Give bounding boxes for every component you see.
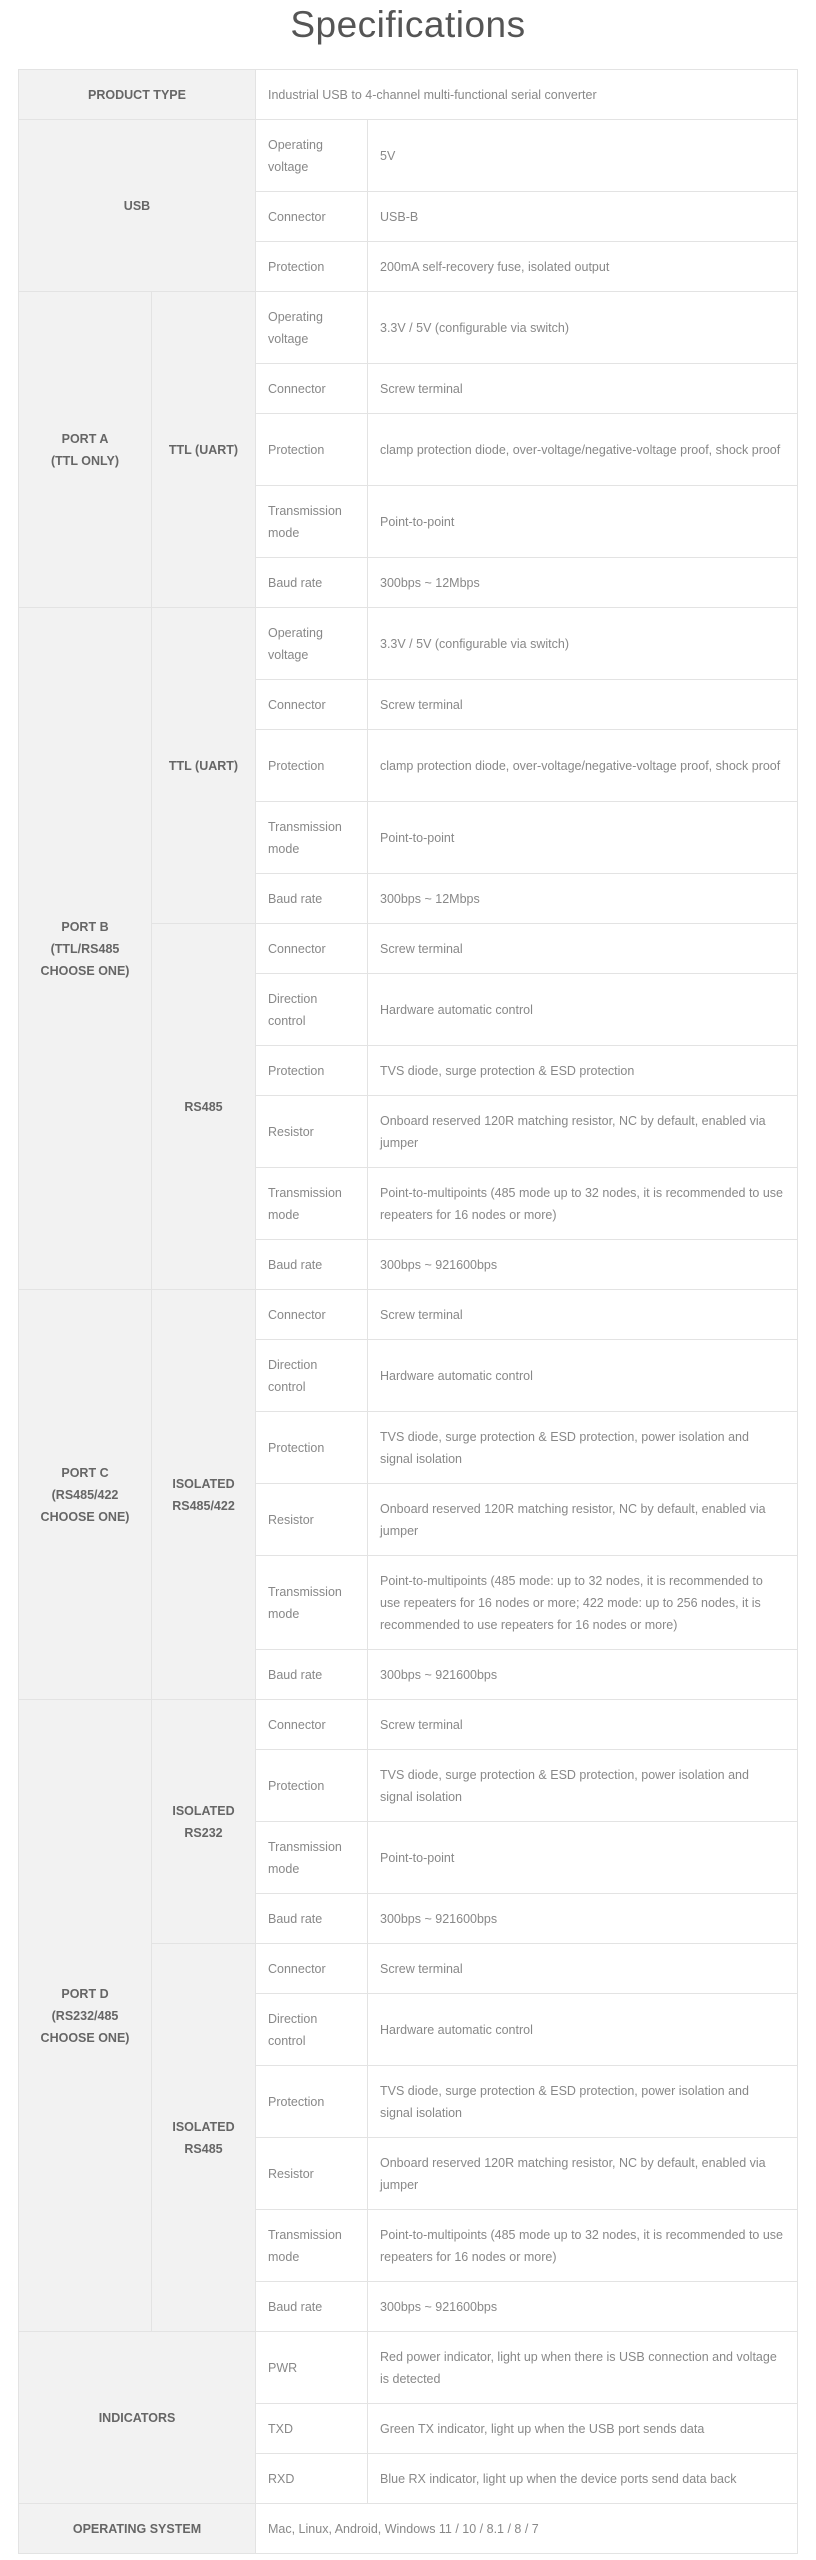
spec-value: Green TX indicator, light up when the USB port sends data <box>368 2404 798 2454</box>
spec-value: Point-to-point <box>368 802 798 874</box>
spec-key: Operating voltage <box>256 120 368 192</box>
group-label: PRODUCT TYPE <box>19 70 256 120</box>
subgroup-label-line: RS232 <box>184 1825 223 1840</box>
spec-value: TVS diode, surge protection & ESD protection, power isolation and signal isolation <box>368 2066 798 2138</box>
spec-key: Transmission mode <box>256 486 368 558</box>
spec-value: TVS diode, surge protection & ESD protection, power isolation and signal isolation <box>368 1750 798 1822</box>
spec-key: Operating voltage <box>256 608 368 680</box>
spec-key: Direction control <box>256 974 368 1046</box>
specifications-table <box>18 69 798 2554</box>
subgroup-label <box>152 1944 256 2332</box>
subgroup-label: TTL (UART) <box>152 608 256 924</box>
spec-value: 3.3V / 5V (configurable via switch) <box>368 292 798 364</box>
spec-value: Hardware automatic control <box>368 1994 798 2066</box>
subgroup-label-line: ISOLATED <box>172 2119 235 2134</box>
spec-key: Baud rate <box>256 2282 368 2332</box>
subgroup-label-line: RS485/422 <box>172 1498 235 1513</box>
spec-key: Transmission mode <box>256 1556 368 1650</box>
spec-value: clamp protection diode, over-voltage/negative-voltage proof, shock proof <box>368 730 798 802</box>
spec-value: Screw terminal <box>368 680 798 730</box>
group-label-line: (RS485/422 <box>51 1487 119 1502</box>
spec-value: clamp protection diode, over-voltage/negative-voltage proof, shock proof <box>368 414 798 486</box>
page-title: Specifications <box>290 4 526 45</box>
table-row <box>19 1290 798 1340</box>
spec-value: 300bps ~ 921600bps <box>368 1650 798 1700</box>
spec-key: Protection <box>256 414 368 486</box>
subgroup-label: TTL (UART) <box>152 292 256 608</box>
spec-value: Blue RX indicator, light up when the device ports send data back <box>368 2454 798 2504</box>
table-row <box>19 1700 798 1750</box>
spec-value: Red power indicator, light up when there is USB connection and voltage is detected <box>368 2332 798 2404</box>
spec-value: Point-to-multipoints (485 mode up to 32 nodes, it is recommended to use repeaters for 16 nodes or more) <box>368 2210 798 2282</box>
spec-value: TVS diode, surge protection & ESD protection, power isolation and signal isolation <box>368 1412 798 1484</box>
spec-key: Protection <box>256 1750 368 1822</box>
spec-key: Protection <box>256 2066 368 2138</box>
group-label <box>19 1700 152 2332</box>
spec-value: Screw terminal <box>368 1944 798 1994</box>
group-label-line: PORT D <box>61 1986 109 2001</box>
subgroup-label: RS485 <box>152 924 256 1290</box>
spec-key: Resistor <box>256 2138 368 2210</box>
spec-value: Onboard reserved 120R matching resistor, NC by default, enabled via jumper <box>368 1096 798 1168</box>
group-label-line: PORT C <box>61 1465 109 1480</box>
spec-key: Connector <box>256 1700 368 1750</box>
spec-value: Point-to-multipoints (485 mode up to 32 nodes, it is recommended to use repeaters for 16 nodes or more) <box>368 1168 798 1240</box>
group-label: USB <box>19 120 256 292</box>
spec-key: Connector <box>256 1944 368 1994</box>
spec-value: Industrial USB to 4-channel multi-functional serial converter <box>256 70 798 120</box>
spec-value: 5V <box>368 120 798 192</box>
group-label <box>19 1290 152 1700</box>
spec-value: 300bps ~ 921600bps <box>368 1240 798 1290</box>
table-row <box>19 120 798 192</box>
spec-key: Transmission mode <box>256 1168 368 1240</box>
spec-value: Screw terminal <box>368 924 798 974</box>
spec-value: 300bps ~ 921600bps <box>368 1894 798 1944</box>
group-label-line: PORT B <box>61 919 109 934</box>
spec-key: Connector <box>256 364 368 414</box>
spec-key: Protection <box>256 730 368 802</box>
spec-value: Hardware automatic control <box>368 974 798 1046</box>
spec-value: Point-to-point <box>368 486 798 558</box>
subgroup-label-line: RS485 <box>184 2141 223 2156</box>
spec-key: Resistor <box>256 1096 368 1168</box>
spec-value: 3.3V / 5V (configurable via switch) <box>368 608 798 680</box>
spec-key: Baud rate <box>256 1240 368 1290</box>
group-label: OPERATING SYSTEM <box>19 2504 256 2554</box>
group-label <box>19 608 152 1290</box>
group-label-line: CHOOSE ONE) <box>40 1509 130 1524</box>
page-header <box>0 0 816 48</box>
spec-key: Resistor <box>256 1484 368 1556</box>
spec-key: Protection <box>256 242 368 292</box>
spec-key: Connector <box>256 680 368 730</box>
spec-key: Transmission mode <box>256 802 368 874</box>
spec-key: Transmission mode <box>256 1822 368 1894</box>
group-label-line: (RS232/485 <box>51 2008 119 2023</box>
table-row <box>19 70 798 120</box>
group-label-line: (TTL ONLY) <box>50 453 120 468</box>
spec-value: Onboard reserved 120R matching resistor, NC by default, enabled via jumper <box>368 1484 798 1556</box>
spec-key: Connector <box>256 924 368 974</box>
spec-key: Direction control <box>256 1994 368 2066</box>
spec-value: 200mA self-recovery fuse, isolated output <box>368 242 798 292</box>
spec-value: USB-B <box>368 192 798 242</box>
spec-value: Point-to-point <box>368 1822 798 1894</box>
table-row <box>19 608 798 680</box>
spec-key: Baud rate <box>256 1650 368 1700</box>
group-label-line: CHOOSE ONE) <box>40 963 130 978</box>
spec-value: TVS diode, surge protection & ESD protection <box>368 1046 798 1096</box>
table-row <box>19 292 798 364</box>
spec-key: Protection <box>256 1046 368 1096</box>
table-row <box>19 2504 798 2554</box>
spec-key: Protection <box>256 1412 368 1484</box>
spec-key: Direction control <box>256 1340 368 1412</box>
spec-key: Baud rate <box>256 1894 368 1944</box>
spec-key: Transmission mode <box>256 2210 368 2282</box>
group-label-line: PORT A <box>61 431 109 446</box>
spec-key: PWR <box>256 2332 368 2404</box>
subgroup-label-line: ISOLATED <box>172 1476 235 1491</box>
group-label-line: (TTL/RS485 <box>50 941 120 956</box>
subgroup-label <box>152 1700 256 1944</box>
spec-value: Screw terminal <box>368 364 798 414</box>
spec-key: Operating voltage <box>256 292 368 364</box>
spec-key: Connector <box>256 1290 368 1340</box>
spec-value: Onboard reserved 120R matching resistor, NC by default, enabled via jumper <box>368 2138 798 2210</box>
spec-value: 300bps ~ 12Mbps <box>368 558 798 608</box>
spec-key: Baud rate <box>256 874 368 924</box>
spec-value: Screw terminal <box>368 1700 798 1750</box>
spec-key: TXD <box>256 2404 368 2454</box>
spec-value: Hardware automatic control <box>368 1340 798 1412</box>
spec-key: Connector <box>256 192 368 242</box>
spec-value: Mac, Linux, Android, Windows 11 / 10 / 8.1 / 8 / 7 <box>256 2504 798 2554</box>
spec-value: 300bps ~ 921600bps <box>368 2282 798 2332</box>
spec-value: Point-to-multipoints (485 mode: up to 32 nodes, it is recommended to use repeaters for 16 nodes or more; 422 mode: up to 256 nodes, it is recommended to use repeaters for 16 nodes or more) <box>368 1556 798 1650</box>
group-label <box>19 292 152 608</box>
subgroup-label <box>152 1290 256 1700</box>
group-label-line: CHOOSE ONE) <box>40 2030 130 2045</box>
group-label: INDICATORS <box>19 2332 256 2504</box>
subgroup-label-line: ISOLATED <box>172 1803 235 1818</box>
spec-key: Baud rate <box>256 558 368 608</box>
spec-value: Screw terminal <box>368 1290 798 1340</box>
table-row <box>19 2332 798 2404</box>
spec-key: RXD <box>256 2454 368 2504</box>
spec-value: 300bps ~ 12Mbps <box>368 874 798 924</box>
